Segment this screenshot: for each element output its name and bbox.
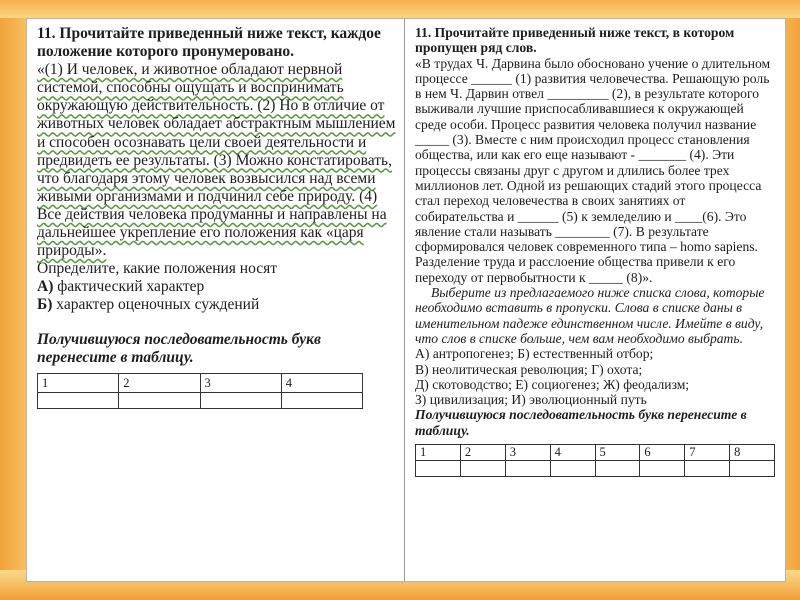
answer-cell[interactable] [505,461,550,477]
option-line: А) антропогенез; Б) естественный отбор; [415,346,654,362]
slide-background-top [0,0,800,18]
answer-table-header: 2 [460,445,505,461]
answer-table-header: 6 [640,445,685,461]
answer-cell[interactable] [38,392,119,408]
answer-cell[interactable] [640,461,685,477]
answer-cell[interactable] [550,461,595,477]
answer-table-header: 4 [550,445,595,461]
answer-table-header: 2 [119,373,200,392]
answer-cell[interactable] [685,461,730,477]
answer-table-input-row [416,461,775,477]
answer-cell[interactable] [595,461,640,477]
answer-cell[interactable] [200,392,281,408]
task-instruction: Получившуюся последовательность букв перенесите в таблицу. [37,330,321,366]
option-b [37,296,396,314]
task-text: «(1) И человек, и животное обладают нервной системой, способны ощущать и воспринимать окружающую действительность. (2) Но в отличие от животных человек обладает абстрактным мышлением и способен осознавать цели своей деятельности и предвидеть ее результаты. (3) Можно констатировать, что благодаря этому человек возвысился над всеми живыми организмами и подчинил себе природу. (4) Все действия человека продуманны и направлены на дальнейшее укрепление его положения как «царя природы». [37,61,396,260]
option-a-text: фактический характер [57,278,205,296]
task-instruction-italic: Выберите из предлагаемого ниже списка слова, которые необходимо вставить в пропуски. Слова в списке даны в именительном падеже единственном числе. Имейте в виду, что слов в списке больше, чем вам необходимо выбрать. [415,285,765,346]
option-line: З) цивилизация; И) эволюционный путь [415,392,647,408]
option-line: В) неолитическая революция; Г) охота; [415,361,643,377]
answer-table [415,444,775,477]
task-column-left [27,19,405,581]
answer-cell[interactable] [460,461,505,477]
option-b-text: характер оценочных суждений [56,296,260,314]
answer-cell[interactable] [281,392,362,408]
answer-table-header-row [38,373,363,392]
task-title: 11. Прочитайте приведенный ниже текст, каждое положение которого пронумеровано. [37,25,381,61]
task-final-instruction: Получившуюся последовательность букв перенесите в таблицу. [415,407,747,438]
option-line: Д) скотоводство; Е) социогенез; Ж) феодализм; [415,376,690,392]
task-column-right [405,19,785,581]
answer-table-header: 3 [200,373,281,392]
worksheet-page [26,18,786,582]
option-a [37,278,396,296]
answer-cell[interactable] [416,461,461,477]
answer-table-header: 8 [730,445,775,461]
answer-table [37,373,363,409]
option-b-letter: Б) [37,296,53,314]
answer-table-input-row [38,392,363,408]
answer-table-header: 5 [595,445,640,461]
answer-table-header: 7 [685,445,730,461]
answer-table-header: 1 [416,445,461,461]
answer-cell[interactable] [730,461,775,477]
answer-table-header-row [416,445,775,461]
answer-table-header: 3 [505,445,550,461]
task-question: Определите, какие положения носят [37,260,278,278]
answer-cell[interactable] [119,392,200,408]
answer-table-header: 4 [281,373,362,392]
answer-table-header: 1 [38,373,119,392]
task-text: «В трудах Ч. Дарвина было обосновано учение о длительном процессе ______ (1) развития человечества. Решающую роль в нем Ч. Дарвин отвел _________ (2), в результате которого выживали лучшие приспосабливавшиеся к окружающей среде особи. Процесс развития человека получил название _____ (3). Вместе с ним происходил процесс становления общества, или как его еще называют - _______ (4). Эти процессы связаны друг с другом и длились более трех миллионов лет. Одной из решающих стадий этого процесса стал переход человечества в своих занятиях от собирательства и ______ (5) к земледелию и ____(6). Это явление стали называть ________ (7). В результате сформировался человек современного типа – homo sapiens. Разделение труда и расслоение общества привели к его переходу от первобытности к _____ (8)». [415,55,771,285]
option-a-letter: А) [37,278,54,296]
task-title: 11. Прочитайте приведенный ниже текст, в котором пропущен ряд слов. [415,25,735,56]
